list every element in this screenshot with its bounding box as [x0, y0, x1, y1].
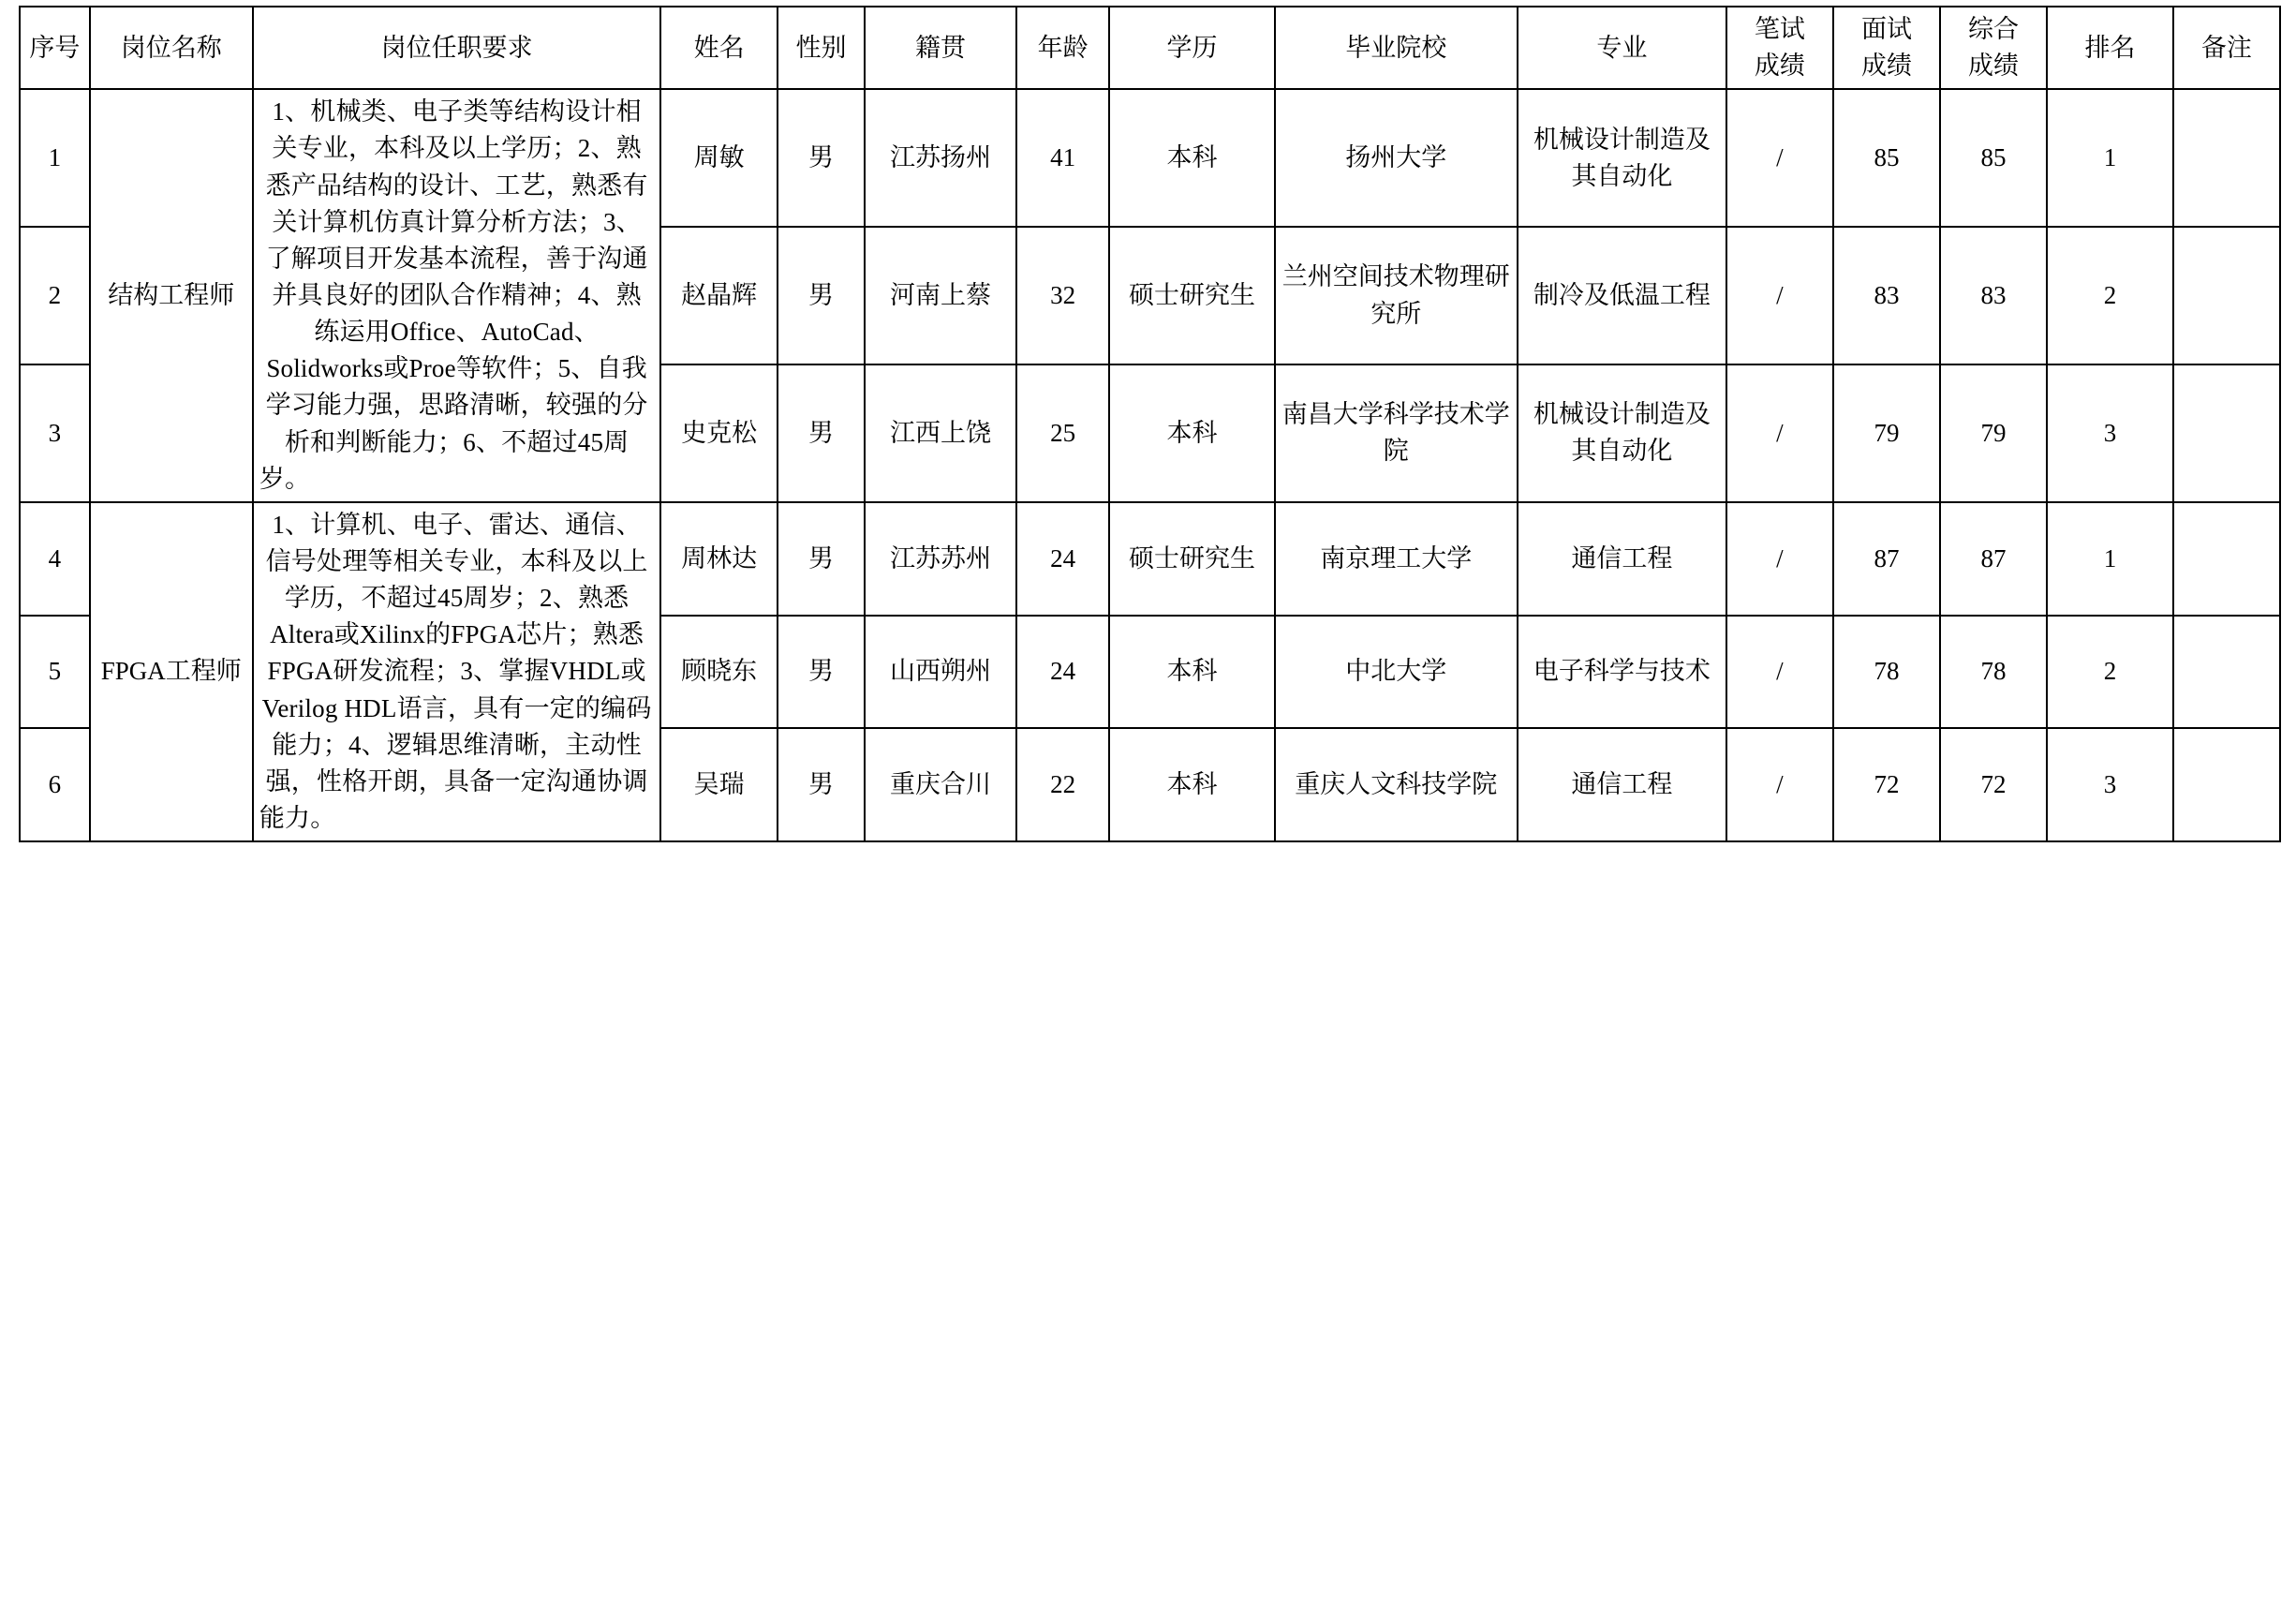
cell-education: 本科 — [1109, 616, 1274, 729]
cell-age: 24 — [1016, 502, 1110, 616]
cell-written-score: / — [1726, 89, 1833, 227]
cell-total-score: 79 — [1940, 364, 2047, 502]
cell-gender: 男 — [778, 502, 865, 616]
cell-age: 41 — [1016, 89, 1110, 227]
column-header-major: 专业 — [1518, 7, 1726, 89]
cell-education: 本科 — [1109, 89, 1274, 227]
column-header-requirement: 岗位任职要求 — [253, 7, 661, 89]
cell-remark — [2173, 728, 2280, 841]
cell-remark — [2173, 502, 2280, 616]
cell-remark — [2173, 616, 2280, 729]
cell-total-score: 78 — [1940, 616, 2047, 729]
cell-rank: 1 — [2047, 89, 2173, 227]
cell-school: 重庆人文科技学院 — [1275, 728, 1518, 841]
cell-native-place: 河南上蔡 — [865, 227, 1016, 364]
cell-native-place: 江苏扬州 — [865, 89, 1016, 227]
cell-written-score: / — [1726, 502, 1833, 616]
cell-seq: 1 — [20, 89, 90, 227]
cell-interview-score: 83 — [1833, 227, 1940, 364]
column-header-remark: 备注 — [2173, 7, 2280, 89]
cell-gender: 男 — [778, 227, 865, 364]
cell-remark — [2173, 89, 2280, 227]
cell-rank: 3 — [2047, 364, 2173, 502]
cell-total-score: 87 — [1940, 502, 2047, 616]
cell-interview-score: 79 — [1833, 364, 1940, 502]
cell-native-place: 江西上饶 — [865, 364, 1016, 502]
cell-seq: 3 — [20, 364, 90, 502]
cell-age: 22 — [1016, 728, 1110, 841]
recruitment-results-table — [19, 6, 2281, 842]
cell-seq: 6 — [20, 728, 90, 841]
cell-interview-score: 72 — [1833, 728, 1940, 841]
column-header-post: 岗位名称 — [90, 7, 253, 89]
table-header-row — [20, 7, 2280, 89]
cell-gender: 男 — [778, 89, 865, 227]
table-header — [20, 7, 2280, 89]
cell-interview-score: 87 — [1833, 502, 1940, 616]
cell-rank: 1 — [2047, 502, 2173, 616]
cell-native-place: 江苏苏州 — [865, 502, 1016, 616]
cell-name: 史克松 — [660, 364, 777, 502]
cell-major: 电子科学与技术 — [1518, 616, 1726, 729]
cell-job-requirement: 1、计算机、电子、雷达、通信、信号处理等相关专业，本科及以上学历，不超过45周岁；2、熟悉Altera或Xilinx的FPGA芯片；熟悉FPGA研发流程；3、掌握VHDL或Verilog HDL语言，具有一定的编码能力；4、逻辑思维清晰，主动性强，性格开朗，具备一定沟通协调能力。 — [253, 502, 661, 841]
cell-total-score: 85 — [1940, 89, 2047, 227]
column-header-native-place: 籍贯 — [865, 7, 1016, 89]
column-header-school: 毕业院校 — [1275, 7, 1518, 89]
cell-total-score: 83 — [1940, 227, 2047, 364]
cell-written-score: / — [1726, 227, 1833, 364]
cell-school: 南昌大学科学技术学院 — [1275, 364, 1518, 502]
cell-written-score: / — [1726, 364, 1833, 502]
cell-interview-score: 78 — [1833, 616, 1940, 729]
cell-seq: 5 — [20, 616, 90, 729]
cell-job-requirement: 1、机械类、电子类等结构设计相关专业，本科及以上学历；2、熟悉产品结构的设计、工艺，熟悉有关计算机仿真计算分析方法；3、了解项目开发基本流程，善于沟通并具良好的团队合作精神；4、熟练运用Office、AutoCad、Solidworks或Proe等软件；5、自我学习能力强，思路清晰，较强的分析和判断能力；6、不超过45周岁。 — [253, 89, 661, 502]
column-header-gender: 性别 — [778, 7, 865, 89]
cell-seq: 2 — [20, 227, 90, 364]
cell-seq: 4 — [20, 502, 90, 616]
cell-gender: 男 — [778, 364, 865, 502]
column-header-age: 年龄 — [1016, 7, 1110, 89]
table-row — [20, 502, 2280, 616]
cell-education: 硕士研究生 — [1109, 227, 1274, 364]
cell-written-score: / — [1726, 728, 1833, 841]
cell-major: 制冷及低温工程 — [1518, 227, 1726, 364]
cell-interview-score: 85 — [1833, 89, 1940, 227]
column-header-total-score: 综合 成绩 — [1940, 7, 2047, 89]
cell-rank: 2 — [2047, 227, 2173, 364]
cell-rank: 2 — [2047, 616, 2173, 729]
cell-age: 24 — [1016, 616, 1110, 729]
table-body — [20, 89, 2280, 841]
cell-age: 32 — [1016, 227, 1110, 364]
cell-school: 中北大学 — [1275, 616, 1518, 729]
cell-name: 顾晓东 — [660, 616, 777, 729]
cell-name: 吴瑞 — [660, 728, 777, 841]
cell-gender: 男 — [778, 616, 865, 729]
cell-written-score: / — [1726, 616, 1833, 729]
cell-education: 本科 — [1109, 364, 1274, 502]
column-header-education: 学历 — [1109, 7, 1274, 89]
column-header-rank: 排名 — [2047, 7, 2173, 89]
cell-gender: 男 — [778, 728, 865, 841]
cell-age: 25 — [1016, 364, 1110, 502]
cell-total-score: 72 — [1940, 728, 2047, 841]
cell-education: 硕士研究生 — [1109, 502, 1274, 616]
cell-post-name: 结构工程师 — [90, 89, 253, 502]
cell-school: 兰州空间技术物理研究所 — [1275, 227, 1518, 364]
cell-name: 赵晶辉 — [660, 227, 777, 364]
cell-major: 机械设计制造及其自动化 — [1518, 364, 1726, 502]
column-header-written-score: 笔试 成绩 — [1726, 7, 1833, 89]
cell-major: 机械设计制造及其自动化 — [1518, 89, 1726, 227]
column-header-name: 姓名 — [660, 7, 777, 89]
cell-school: 南京理工大学 — [1275, 502, 1518, 616]
column-header-seq: 序号 — [20, 7, 90, 89]
cell-name: 周林达 — [660, 502, 777, 616]
cell-native-place: 重庆合川 — [865, 728, 1016, 841]
cell-major: 通信工程 — [1518, 502, 1726, 616]
cell-school: 扬州大学 — [1275, 89, 1518, 227]
cell-remark — [2173, 364, 2280, 502]
cell-name: 周敏 — [660, 89, 777, 227]
table-row — [20, 89, 2280, 227]
cell-post-name: FPGA工程师 — [90, 502, 253, 841]
cell-rank: 3 — [2047, 728, 2173, 841]
cell-native-place: 山西朔州 — [865, 616, 1016, 729]
cell-major: 通信工程 — [1518, 728, 1726, 841]
column-header-interview-score: 面试 成绩 — [1833, 7, 1940, 89]
cell-remark — [2173, 227, 2280, 364]
cell-education: 本科 — [1109, 728, 1274, 841]
